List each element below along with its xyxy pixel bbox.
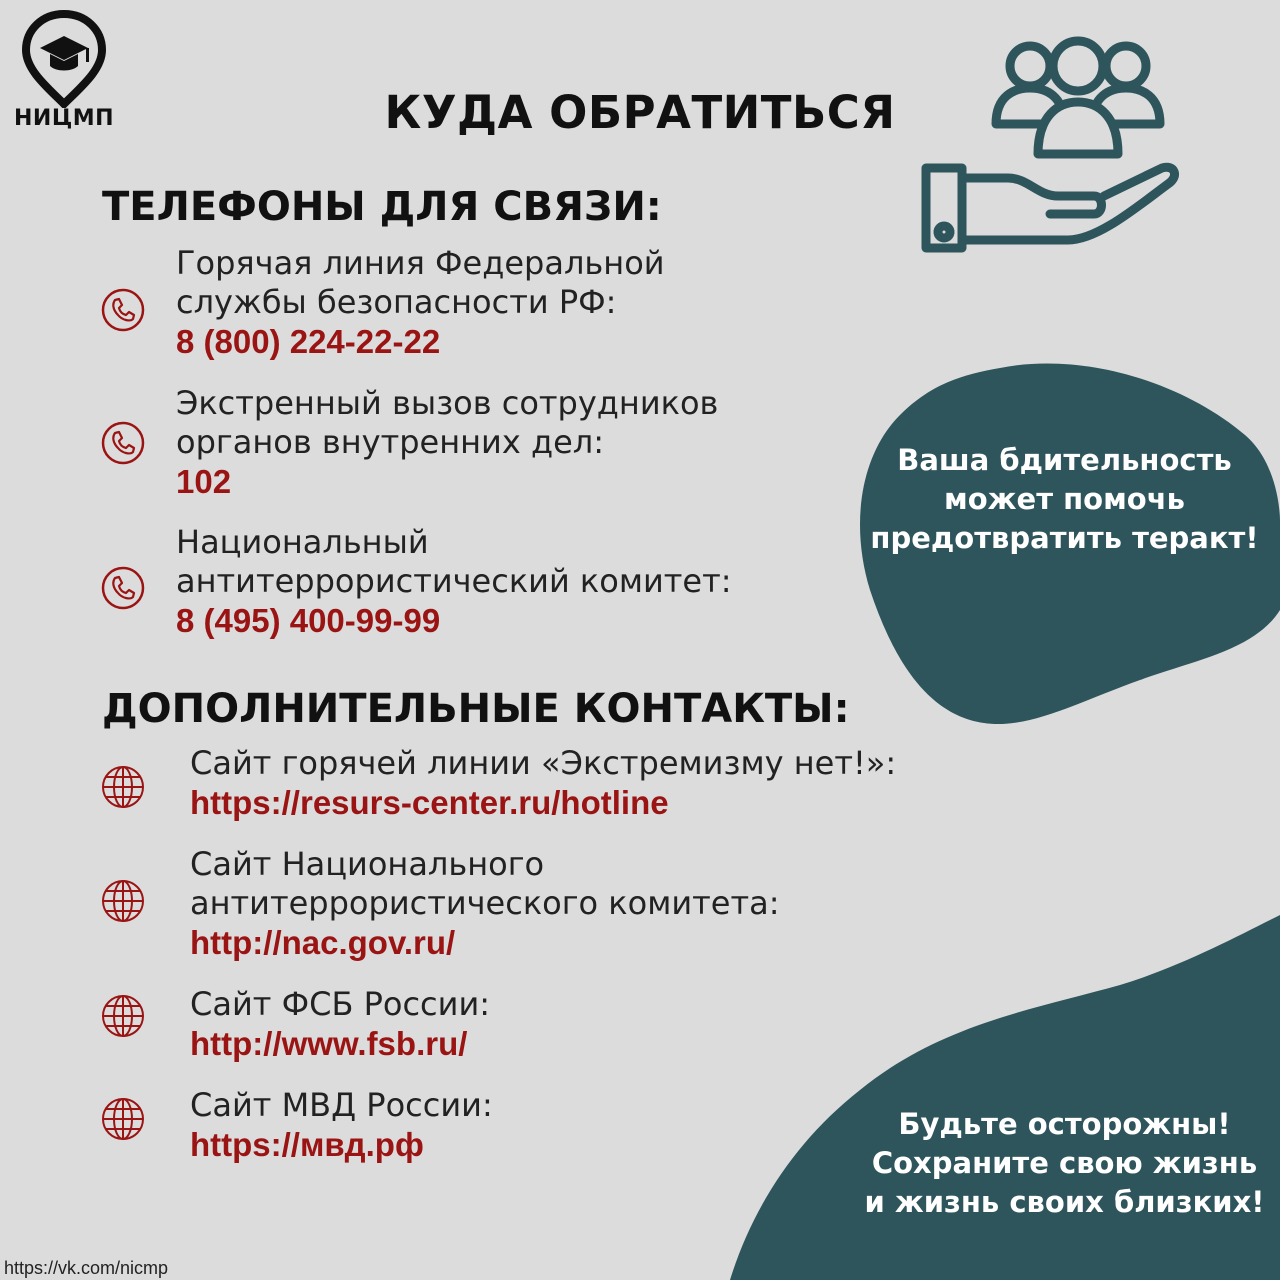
phone-icon bbox=[100, 420, 146, 466]
vigilance-line: предотвратить теракт! bbox=[870, 521, 1259, 555]
site-link[interactable]: http://nac.gov.ru/ bbox=[190, 924, 456, 961]
phone-item-police bbox=[176, 384, 718, 501]
phone-number[interactable]: 102 bbox=[176, 463, 232, 500]
site-link[interactable]: http://www.fsb.ru/ bbox=[190, 1025, 468, 1062]
logo-text: НИЦМП bbox=[14, 106, 115, 131]
globe-icon bbox=[100, 878, 146, 924]
phone-icon bbox=[100, 565, 146, 611]
extra-heading: ДОПОЛНИТЕЛЬНЫЕ КОНТАКТЫ: bbox=[102, 686, 850, 732]
site-item-label: Сайт горячей линии «Экстремизму нет!»: bbox=[190, 744, 897, 782]
site-link[interactable]: https://мвд.рф bbox=[190, 1126, 424, 1163]
phone-item-label: антитеррористический комитет: bbox=[176, 562, 732, 600]
site-item-label: Сайт Национального bbox=[190, 845, 545, 883]
vigilance-line: Ваша бдительность bbox=[897, 443, 1232, 477]
caution-line: Сохраните свою жизнь bbox=[871, 1146, 1258, 1180]
globe-icon bbox=[100, 764, 146, 810]
site-item-label: Сайт ФСБ России: bbox=[190, 985, 491, 1023]
page-title: КУДА ОБРАТИТЬСЯ bbox=[384, 86, 896, 139]
site-link[interactable]: https://resurs-center.ru/hotline bbox=[190, 784, 669, 821]
site-item-label: антитеррористического комитета: bbox=[190, 884, 780, 922]
vigilance-line: может помочь bbox=[944, 482, 1185, 516]
phone-item-label: органов внутренних дел: bbox=[176, 423, 604, 461]
globe-icon bbox=[100, 993, 146, 1039]
phones-heading: ТЕЛЕФОНЫ ДЛЯ СВЯЗИ: bbox=[102, 184, 662, 230]
footer-url[interactable]: https://vk.com/nicmp bbox=[4, 1258, 169, 1278]
phone-item-nac bbox=[176, 523, 732, 640]
hand-holding-people-icon bbox=[918, 36, 1188, 266]
caution-line: и жизнь своих близких! bbox=[864, 1185, 1265, 1219]
phone-item-label: Экстренный вызов сотрудников bbox=[176, 384, 719, 422]
site-item-label: Сайт МВД России: bbox=[190, 1086, 493, 1124]
site-item-nac bbox=[190, 845, 780, 962]
caution-line: Будьте осторожны! bbox=[898, 1107, 1231, 1141]
globe-icon bbox=[100, 1096, 146, 1142]
phone-icon bbox=[100, 287, 146, 333]
vigilance-message bbox=[862, 441, 1267, 558]
phone-item-label: службы безопасности РФ: bbox=[176, 283, 617, 321]
caution-message bbox=[862, 1105, 1267, 1222]
phone-number[interactable]: 8 (800) 224-22-22 bbox=[176, 323, 441, 360]
phone-number[interactable]: 8 (495) 400-99-99 bbox=[176, 602, 441, 639]
site-item-fsb bbox=[190, 985, 490, 1063]
site-item-mvd bbox=[190, 1086, 493, 1164]
caution-blob bbox=[730, 915, 1280, 1280]
phone-item-label: Национальный bbox=[176, 523, 429, 561]
phone-item-label: Горячая линия Федеральной bbox=[176, 244, 665, 282]
site-item-hotline bbox=[190, 744, 896, 822]
phone-item-fsb bbox=[176, 244, 665, 361]
